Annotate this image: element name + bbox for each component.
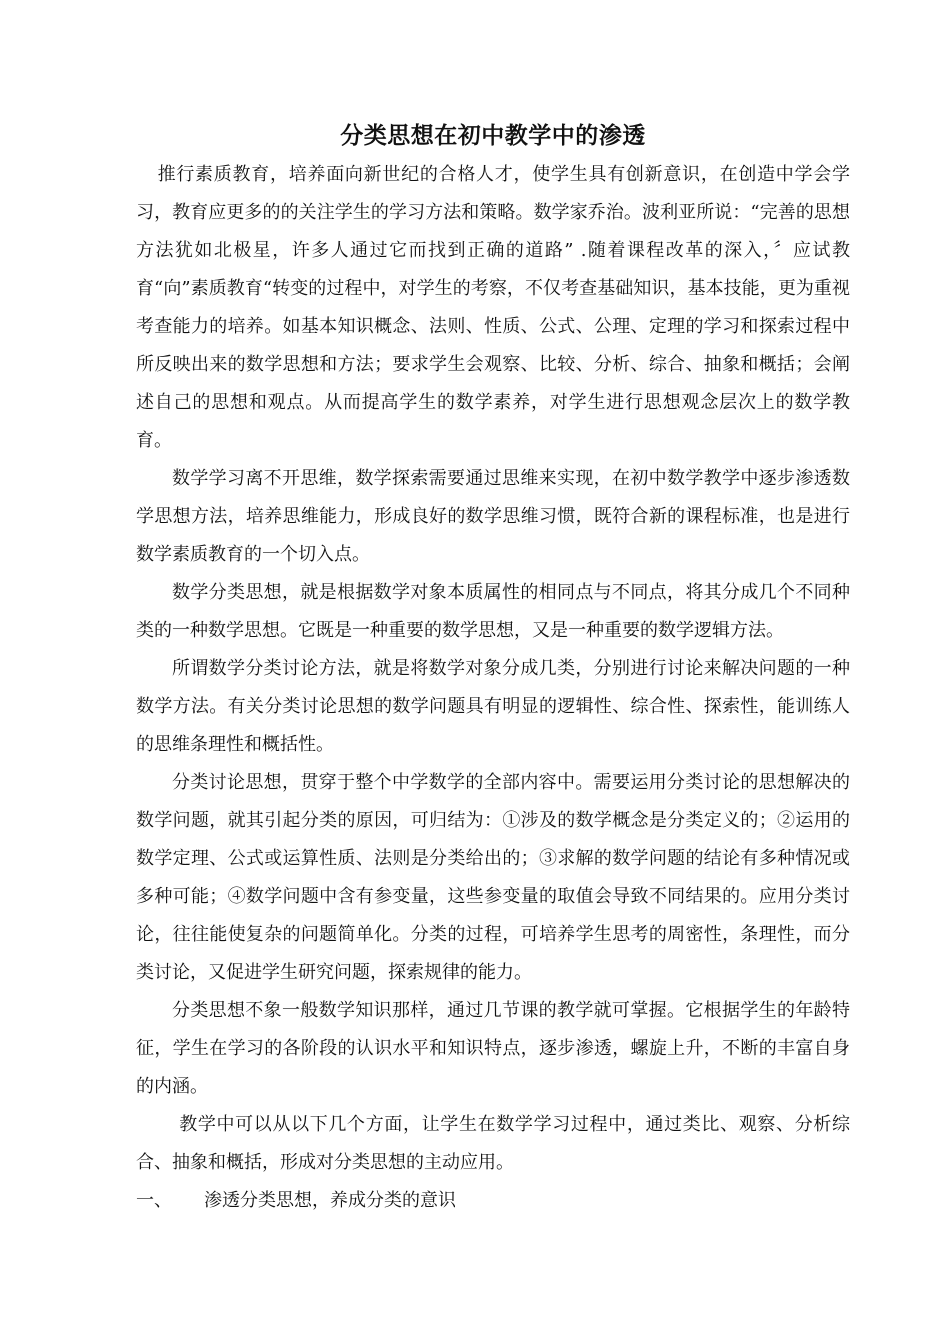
paragraph-2: 数学学习离不开思维，数学探索需要通过思维来实现，在初中数学教学中逐步渗透数学思想方法，培养思维能力，形成良好的数学思维习惯，既符合新的课程标准，也是进行数学素质教育的一个切入点。 xyxy=(136,468,850,565)
section-number: 一、 xyxy=(136,1190,172,1211)
paragraph-7: 教学中可以从以下几个方面，让学生在数学学习过程中，通过类比、观察、分析综合、抽象和概括，形成对分类思想的主动应用。 xyxy=(136,1114,850,1173)
section-title: 渗透分类思想，养成分类的意识 xyxy=(204,1190,456,1211)
paragraph-3: 数学分类思想，就是根据数学对象本质属性的相同点与不同点，将其分成几个不同种类的一种数学思想。它既是一种重要的数学思想，又是一种重要的数学逻辑方法。 xyxy=(136,582,850,641)
document-page xyxy=(136,118,850,1220)
paragraph-6: 分类思想不象一般数学知识那样，通过几节课的教学就可掌握。它根据学生的年龄特征，学生在学习的各阶段的认识水平和知识特点，逐步渗透，螺旋上升，不断的丰富自身的内涵。 xyxy=(136,1000,850,1097)
section-heading xyxy=(136,1182,850,1220)
paragraph-4: 所谓数学分类讨论方法，就是将数学对象分成几类，分别进行讨论来解决问题的一种数学方法。有关分类讨论思想的数学问题具有明显的逻辑性、综合性、探索性，能训练人的思维条理性和概括性。 xyxy=(136,658,850,755)
paragraph-5: 分类讨论思想，贯穿于整个中学数学的全部内容中。需要运用分类讨论的思想解决的数学问题，就其引起分类的原因，可归结为：①涉及的数学概念是分类定义的；②运用的数学定理、公式或运算性质、法则是分类给出的；③求解的数学问题的结论有多种情况或多种可能；④数学问题中含有参变量，这些参变量的取值会导致不同结果的。应用分类讨论，往往能使复杂的问题简单化。分类的过程，可培养学生思考的周密性，条理性，而分类讨论，又促进学生研究问题，探索规律的能力。 xyxy=(136,772,850,983)
document-title: 分类思想在初中教学中的渗透 xyxy=(340,122,646,149)
paragraph-1: 推行素质教育，培养面向新世纪的合格人才，使学生具有创新意识，在创造中学会学习，教育应更多的的关注学生的学习方法和策略。数学家乔治。波利亚所说：“完善的思想方法犹如北极星，许多人通过它而找到正确的道路” .随着课程改革的深入，〞应试教育“向”素质教育“转变的过程中，对学生的考察，不仅考查基础知识，基本技能，更为重视考查能力的培养。如基本知识概念、法则、性质、公式、公理、定理的学习和探索过程中所反映出来的数学思想和方法；要求学生会观察、比较、分析、综合、抽象和概括；会阐述自己的思想和观点。从而提高学生的数学素养，对学生进行思想观念层次上的数学教育。 xyxy=(136,164,850,451)
